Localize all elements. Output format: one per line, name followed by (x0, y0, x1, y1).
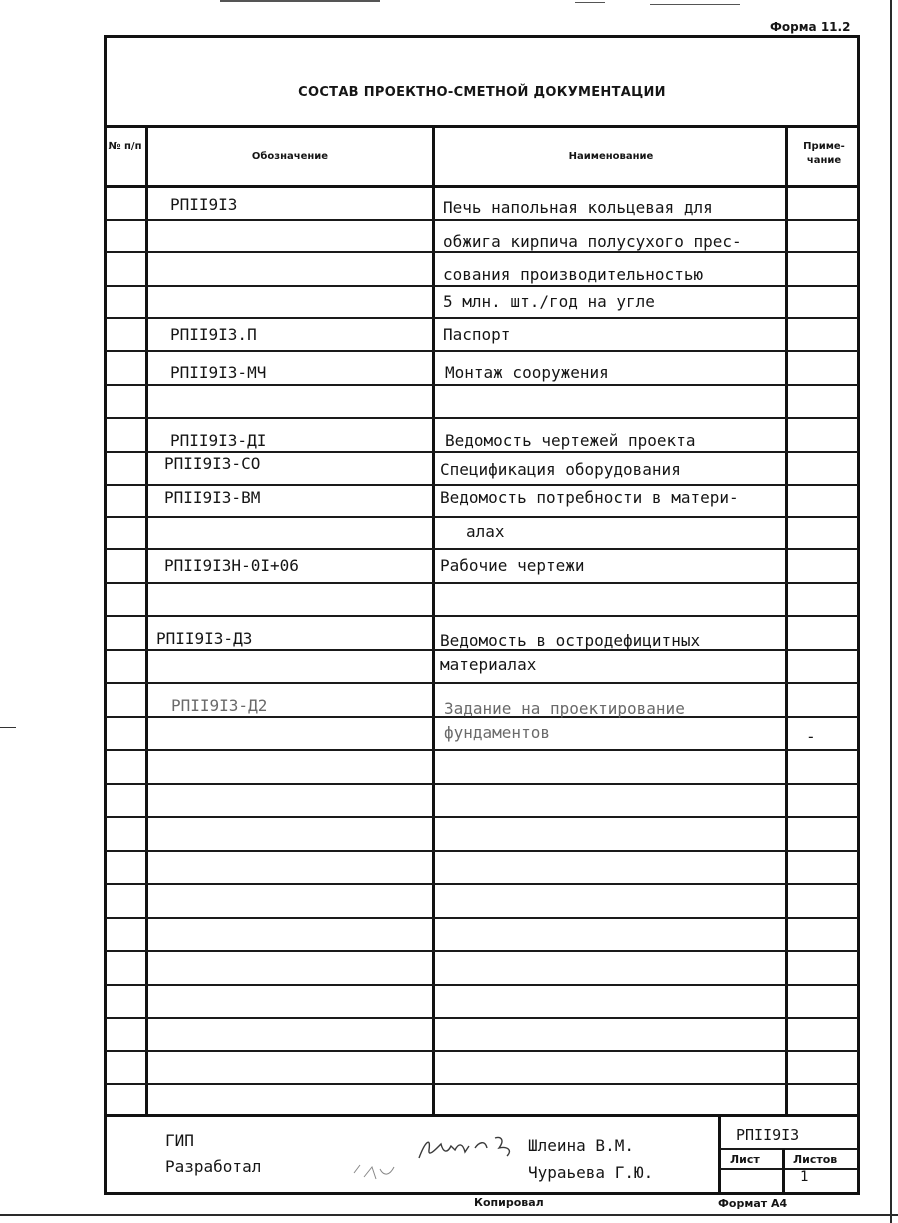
scan-mark (0, 727, 16, 728)
table-cell-name: Ведомость в остродефицитных (440, 631, 701, 650)
table-cell-name: Ведомость чертежей проекта (445, 431, 696, 450)
column-divider (432, 126, 435, 1116)
row-divider (106, 1083, 858, 1085)
scan-mark (220, 0, 380, 2)
table-cell-designation: РПII9I3-СО (164, 454, 261, 473)
stamp-name-developer: Чураьева Г.Ю. (528, 1163, 654, 1182)
document-title: СОСТАВ ПРОЕКТНО-СМЕТНОЙ ДОКУМЕНТАЦИИ (298, 85, 666, 100)
page-edge (890, 0, 892, 1223)
row-divider (106, 615, 858, 617)
form-label: Форма 11.2 (770, 20, 851, 34)
stamp-role-chief: ГИП (165, 1131, 194, 1150)
row-divider (106, 548, 858, 550)
row-divider (106, 384, 858, 386)
footer-copied-label: Копировал (474, 1196, 544, 1209)
stamp-divider (104, 1114, 860, 1117)
table-cell-name: 5 млн. шт./год на угле (443, 292, 655, 311)
column-header-designation: Обозначение (251, 151, 329, 162)
page-edge (0, 1214, 898, 1216)
row-divider (106, 417, 858, 419)
row-divider (106, 1017, 858, 1019)
table-cell-name: Рабочие чертежи (440, 556, 585, 575)
table-cell-name: сования производительностью (443, 265, 704, 284)
table-cell-note: - (806, 727, 816, 746)
stamp-sheets-label: Листов (793, 1153, 838, 1166)
row-divider (106, 219, 858, 221)
row-divider (106, 251, 858, 253)
table-cell-name: обжига кирпича полусухого прес- (443, 232, 742, 251)
table-cell-name: материалах (440, 655, 537, 674)
column-divider (785, 126, 788, 1116)
stamp-divider (718, 1116, 721, 1192)
row-divider (106, 350, 858, 352)
row-divider (106, 984, 858, 986)
column-divider (145, 126, 148, 1116)
row-divider (106, 749, 858, 751)
stamp-name-chief: Шлеина В.М. (528, 1136, 634, 1155)
table-cell-designation: РПII9I3.П (170, 325, 257, 344)
table-cell-name: Ведомость потребности в матери- (440, 488, 739, 507)
row-divider (106, 816, 858, 818)
table-cell-name: фундаментов (444, 723, 550, 742)
header-divider (104, 185, 860, 188)
row-divider (106, 582, 858, 584)
row-divider (106, 451, 858, 453)
table-cell-designation: РПII9I3-ДI (170, 431, 267, 450)
row-divider (106, 682, 858, 684)
stamp-sheets-count: 1 (800, 1169, 809, 1185)
row-divider (106, 516, 858, 518)
table-cell-designation: РПII9I3-МЧ (170, 363, 267, 382)
stamp-divider (782, 1149, 785, 1192)
table-cell-name: алах (466, 522, 505, 541)
table-cell-name: Паспорт (443, 325, 511, 344)
row-divider (106, 484, 858, 486)
stamp-divider (720, 1148, 858, 1150)
row-divider (106, 917, 858, 919)
stamp-document-code: РПII9I3 (736, 1126, 800, 1144)
table-cell-designation: РПII9I3-ВМ (164, 488, 261, 507)
table-cell-name: Спецификация оборудования (440, 460, 681, 479)
table-cell-designation: РПII9I3 (170, 195, 238, 214)
column-header-name: Наименование (568, 151, 654, 162)
scan-smudge (350, 1155, 400, 1185)
signature-image (415, 1128, 520, 1168)
row-divider (106, 317, 858, 319)
column-header-number: № п/п (108, 141, 142, 152)
stamp-divider (720, 1168, 858, 1170)
stamp-sheet-label: Лист (730, 1153, 760, 1166)
table-cell-designation: РПII9I3-Д2 (171, 696, 268, 715)
column-header-note: Приме-чание (803, 141, 845, 166)
scan-mark (575, 2, 605, 3)
row-divider (106, 883, 858, 885)
table-cell-name: Монтаж сооружения (445, 363, 609, 382)
table-cell-designation: РПII9I3-Д3 (156, 629, 253, 648)
table-cell-name: Печь напольная кольцевая для (443, 198, 713, 217)
table-cell-designation: РПII9I3Н-0I+06 (164, 556, 299, 575)
title-divider (104, 125, 860, 128)
table-cell-name: Задание на проектирование (444, 699, 685, 718)
row-divider (106, 850, 858, 852)
row-divider (106, 285, 858, 287)
scan-mark (650, 4, 740, 5)
row-divider (106, 1050, 858, 1052)
footer-format-label: Формат А4 (718, 1197, 788, 1210)
row-divider (106, 950, 858, 952)
stamp-role-developer: Разработал (165, 1157, 262, 1176)
row-divider (106, 783, 858, 785)
